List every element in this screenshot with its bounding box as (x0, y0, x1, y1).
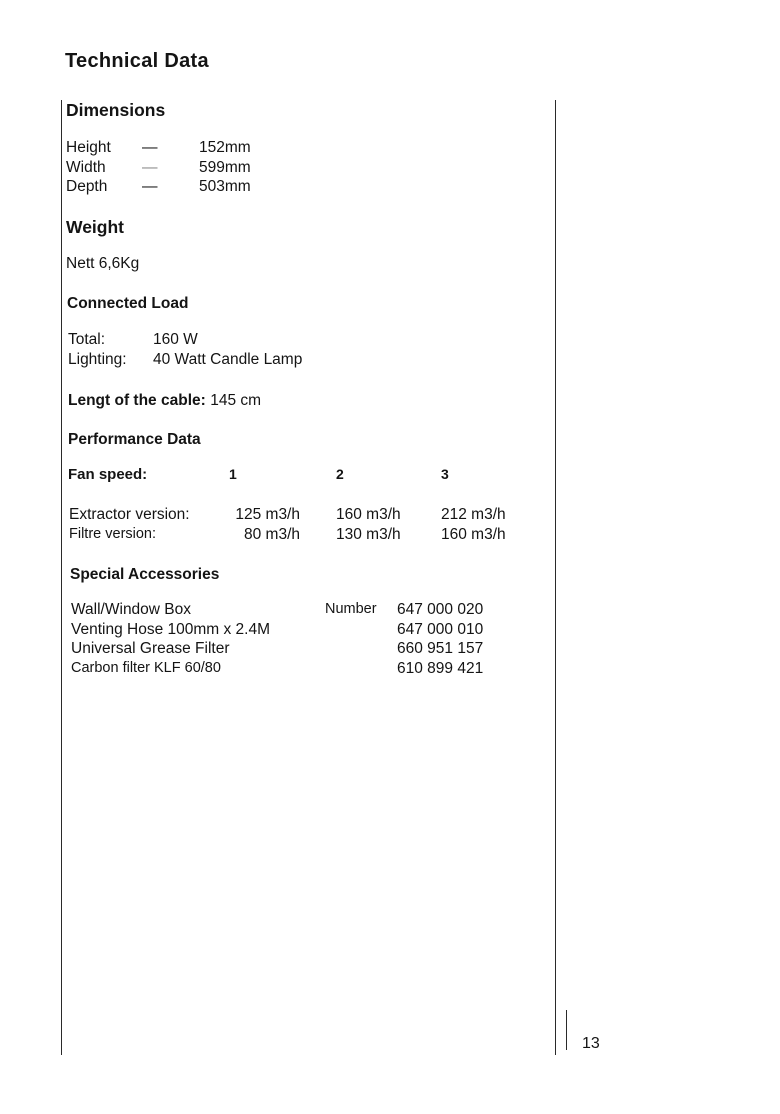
dimension-label: Width (66, 159, 106, 176)
dimension-dash: — (142, 178, 158, 195)
left-margin-rule (61, 100, 62, 1055)
right-edge-rule (566, 1010, 567, 1050)
load-value: 40 Watt Candle Lamp (153, 351, 303, 368)
performance-row-label: Filtre version: (69, 526, 157, 542)
dimension-dash: — (142, 139, 158, 156)
dimensions-heading: Dimensions (66, 100, 166, 120)
dimension-value: 503mm (199, 178, 251, 195)
dimension-label: Depth (66, 178, 108, 195)
fan-speed-1: 1 (229, 466, 237, 482)
accessory-name: Universal Grease Filter (71, 640, 230, 657)
load-label: Lighting: (68, 351, 127, 368)
cable-value: 145 cm (210, 392, 262, 409)
cable-length (68, 392, 261, 410)
fan-speed-2: 2 (336, 466, 344, 482)
page-number: 13 (582, 1035, 600, 1052)
performance-value: 130 m3/h (336, 526, 401, 543)
load-label: Total: (68, 331, 106, 348)
accessory-name: Carbon filter KLF 60/80 (71, 660, 221, 676)
dimension-value: 152mm (199, 139, 251, 156)
accessory-name: Wall/Window Box (71, 601, 192, 618)
page-title: Technical Data (65, 50, 209, 72)
accessory-number-label: Number (325, 601, 377, 617)
fan-speed-3: 3 (441, 466, 449, 482)
load-value: 160 W (153, 331, 198, 348)
performance-row-label: Extractor version: (69, 506, 190, 523)
connected-load-heading: Connected Load (67, 295, 189, 312)
weight-heading: Weight (66, 217, 125, 237)
accessory-number: 660 951 157 (397, 640, 484, 657)
right-margin-rule (555, 100, 556, 1055)
performance-heading: Performance Data (68, 431, 201, 448)
performance-value: 160 m3/h (441, 526, 506, 543)
performance-value: 80 m3/h (243, 526, 300, 543)
accessories-heading: Special Accessories (70, 566, 220, 583)
accessory-number: 647 000 020 (397, 601, 484, 618)
accessory-name: Venting Hose 100mm x 2.4M (71, 621, 271, 638)
dimension-dash: — (142, 159, 158, 176)
performance-value: 212 m3/h (441, 506, 506, 523)
performance-value: 160 m3/h (336, 506, 401, 523)
dimension-label: Height (66, 139, 111, 156)
dimension-value: 599mm (199, 159, 251, 176)
accessory-number: 610 899 421 (397, 660, 484, 677)
cable-label: Lengt of the cable: (68, 392, 206, 409)
performance-value: 125 m3/h (235, 506, 300, 523)
fan-speed-label: Fan speed: (68, 466, 148, 483)
accessory-number: 647 000 010 (397, 621, 484, 638)
weight-value: Nett 6,6Kg (66, 255, 140, 272)
